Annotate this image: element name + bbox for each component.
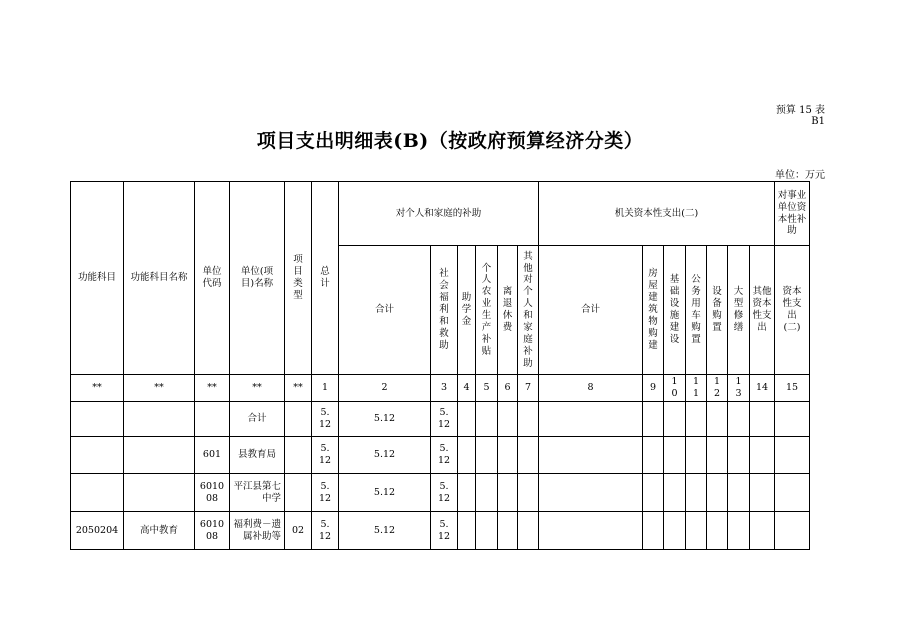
cell-proj-type bbox=[285, 474, 312, 512]
cell-func-code bbox=[71, 402, 124, 437]
cell-empty bbox=[728, 512, 750, 550]
page-title: 项目支出明细表(B)（按政府预算经济分类） bbox=[256, 130, 644, 152]
cell-empty bbox=[458, 474, 476, 512]
cell-p-welfare: 5.12 bbox=[431, 402, 458, 437]
form-number: 预算 15 表 B1 bbox=[775, 105, 825, 127]
index-cell: ** bbox=[195, 375, 230, 402]
cell-empty bbox=[539, 512, 643, 550]
header-total: 总计 bbox=[312, 182, 339, 375]
cell-unit-code: 601 bbox=[195, 437, 230, 474]
cell-empty bbox=[476, 402, 498, 437]
header-p-retire: 离退休费 bbox=[498, 246, 518, 375]
cell-empty bbox=[707, 437, 728, 474]
header-p-other: 其他对个人和家庭补助 bbox=[518, 246, 539, 375]
index-cell: 15 bbox=[775, 375, 810, 402]
cell-empty bbox=[664, 402, 686, 437]
cell-unit-name: 县教育局 bbox=[230, 437, 285, 474]
cell-proj-type: 02 bbox=[285, 512, 312, 550]
cell-empty bbox=[775, 402, 810, 437]
cell-empty bbox=[458, 402, 476, 437]
cell-p-welfare: 5.12 bbox=[431, 512, 458, 550]
header-func-name: 功能科目名称 bbox=[124, 182, 195, 375]
cell-empty bbox=[458, 437, 476, 474]
index-cell: 11 bbox=[686, 375, 707, 402]
index-cell: 1 bbox=[312, 375, 339, 402]
header-c-other: 其他资本性支出 bbox=[750, 246, 775, 375]
cell-empty bbox=[686, 474, 707, 512]
header-row-1 bbox=[71, 182, 810, 246]
cell-empty bbox=[728, 437, 750, 474]
table-row bbox=[71, 474, 810, 512]
header-unit-name: 单位(项目)名称 bbox=[230, 182, 285, 375]
cell-func-code bbox=[71, 437, 124, 474]
header-c-infra: 基础设施建设 bbox=[664, 246, 686, 375]
index-cell: 7 bbox=[518, 375, 539, 402]
cell-func-code bbox=[71, 474, 124, 512]
index-cell: 13 bbox=[728, 375, 750, 402]
header-p-farm: 个人农业生产补贴 bbox=[476, 246, 498, 375]
header-c-subtotal: 合计 bbox=[539, 246, 643, 375]
index-row bbox=[71, 375, 810, 402]
cell-p-subtotal: 5.12 bbox=[339, 512, 431, 550]
cell-empty bbox=[539, 474, 643, 512]
cell-unit-code: 601008 bbox=[195, 474, 230, 512]
header-proj-type: 项目类型 bbox=[285, 182, 312, 375]
cell-total: 5.12 bbox=[312, 512, 339, 550]
cell-empty bbox=[476, 474, 498, 512]
cell-empty bbox=[518, 437, 539, 474]
table-row bbox=[71, 512, 810, 550]
index-cell: 6 bbox=[498, 375, 518, 402]
index-cell: ** bbox=[124, 375, 195, 402]
cell-empty bbox=[476, 437, 498, 474]
cell-empty bbox=[498, 402, 518, 437]
cell-empty bbox=[664, 437, 686, 474]
cell-empty bbox=[686, 512, 707, 550]
cell-empty bbox=[707, 402, 728, 437]
cell-empty bbox=[750, 512, 775, 550]
cell-empty bbox=[707, 474, 728, 512]
cell-empty bbox=[643, 474, 664, 512]
cell-empty bbox=[539, 402, 643, 437]
cell-empty bbox=[539, 437, 643, 474]
cell-empty bbox=[707, 512, 728, 550]
cell-func-name bbox=[124, 437, 195, 474]
index-cell: 8 bbox=[539, 375, 643, 402]
cell-empty bbox=[750, 437, 775, 474]
cell-empty bbox=[750, 402, 775, 437]
index-cell: ** bbox=[71, 375, 124, 402]
index-cell: 4 bbox=[458, 375, 476, 402]
cell-empty bbox=[498, 474, 518, 512]
header-group-capital: 机关资本性支出(二) bbox=[539, 182, 775, 246]
index-cell: 5 bbox=[476, 375, 498, 402]
header-p-grant: 助学金 bbox=[458, 246, 476, 375]
cell-func-name bbox=[124, 474, 195, 512]
cell-unit-code: 601008 bbox=[195, 512, 230, 550]
cell-empty bbox=[643, 437, 664, 474]
cell-func-name bbox=[124, 402, 195, 437]
cell-empty bbox=[643, 402, 664, 437]
cell-func-name: 高中教育 bbox=[124, 512, 195, 550]
index-cell: ** bbox=[230, 375, 285, 402]
cell-empty bbox=[686, 437, 707, 474]
cell-total: 5.12 bbox=[312, 437, 339, 474]
cell-empty bbox=[750, 474, 775, 512]
cell-empty bbox=[518, 474, 539, 512]
cell-p-subtotal: 5.12 bbox=[339, 474, 431, 512]
cell-empty bbox=[518, 512, 539, 550]
cell-func-code: 2050204 bbox=[71, 512, 124, 550]
cell-empty bbox=[775, 512, 810, 550]
table-row bbox=[71, 402, 810, 437]
cell-total: 5.12 bbox=[312, 402, 339, 437]
index-cell: 14 bbox=[750, 375, 775, 402]
header-group-enterprise: 对事业单位资本性补助 bbox=[775, 182, 810, 246]
header-c-repair: 大型修缮 bbox=[728, 246, 750, 375]
header-func-code: 功能科目 bbox=[71, 182, 124, 375]
index-cell: 12 bbox=[707, 375, 728, 402]
header-e-capital: 资本性支出(二) bbox=[775, 246, 810, 375]
cell-p-welfare: 5.12 bbox=[431, 474, 458, 512]
cell-empty bbox=[728, 474, 750, 512]
unit-label: 单位：万元 bbox=[775, 170, 825, 181]
cell-p-subtotal: 5.12 bbox=[339, 402, 431, 437]
cell-unit-code bbox=[195, 402, 230, 437]
cell-empty bbox=[643, 512, 664, 550]
header-c-vehicle: 公务用车购置 bbox=[686, 246, 707, 375]
cell-unit-name: 福利费－遗属补助等 bbox=[230, 512, 285, 550]
cell-proj-type bbox=[285, 402, 312, 437]
cell-empty bbox=[664, 474, 686, 512]
cell-empty bbox=[775, 437, 810, 474]
cell-empty bbox=[498, 512, 518, 550]
table-row bbox=[71, 437, 810, 474]
cell-p-subtotal: 5.12 bbox=[339, 437, 431, 474]
cell-unit-name: 平江县第七中学 bbox=[230, 474, 285, 512]
index-cell: ** bbox=[285, 375, 312, 402]
index-cell: 2 bbox=[339, 375, 431, 402]
header-c-equip: 设备购置 bbox=[707, 246, 728, 375]
index-cell: 3 bbox=[431, 375, 458, 402]
header-c-house: 房屋建筑物购建 bbox=[643, 246, 664, 375]
cell-empty bbox=[775, 474, 810, 512]
cell-proj-type bbox=[285, 437, 312, 474]
cell-empty bbox=[498, 437, 518, 474]
cell-total: 5.12 bbox=[312, 474, 339, 512]
cell-empty bbox=[476, 512, 498, 550]
header-unit-code: 单位代码 bbox=[195, 182, 230, 375]
cell-empty bbox=[518, 402, 539, 437]
index-cell: 10 bbox=[664, 375, 686, 402]
index-cell: 9 bbox=[643, 375, 664, 402]
cell-empty bbox=[664, 512, 686, 550]
header-group-personal: 对个人和家庭的补助 bbox=[339, 182, 539, 246]
cell-empty bbox=[458, 512, 476, 550]
cell-empty bbox=[728, 402, 750, 437]
cell-p-welfare: 5.12 bbox=[431, 437, 458, 474]
cell-unit-name: 合计 bbox=[230, 402, 285, 437]
budget-table bbox=[70, 181, 810, 550]
header-p-welfare: 社会福利和救助 bbox=[431, 246, 458, 375]
cell-empty bbox=[686, 402, 707, 437]
header-p-subtotal: 合计 bbox=[339, 246, 431, 375]
